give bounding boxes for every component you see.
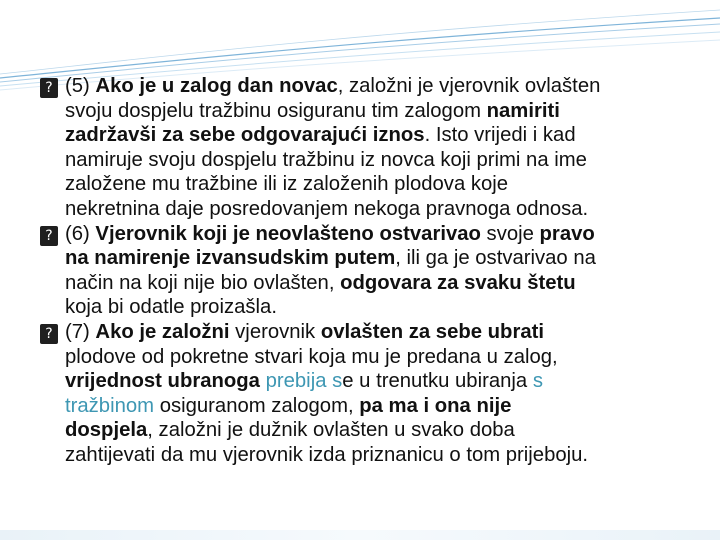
- bold-text: Ako je založni: [95, 320, 230, 343]
- text-line: [65, 443, 710, 468]
- highlight-text: s: [532, 370, 543, 393]
- bold-text: vrijednost ubranoga: [65, 370, 260, 393]
- highlight-text: tražbinom: [65, 394, 155, 417]
- text-run: , založni je dužnik ovlašten u svako doba: [147, 419, 515, 442]
- replacement-glyph: ?: [40, 226, 58, 246]
- text-run: koja bi odatle proizašla.: [65, 296, 277, 319]
- text-run: svoje: [480, 222, 540, 245]
- text-run: osiguranom zalogom,: [154, 394, 360, 417]
- text-run: namiruje svoju dospjelu tražbinu iz novca koji primi na ime: [65, 148, 587, 171]
- replacement-glyph: ?: [40, 324, 58, 344]
- text-line: [65, 394, 710, 419]
- text-run: e u trenutku ubiranja: [342, 370, 533, 393]
- text-run: plodove od pokretne stvari koja mu je predana u zalog,: [65, 345, 558, 368]
- text-run: (7): [65, 320, 96, 343]
- paragraph: [40, 74, 710, 222]
- bold-text: namiriti: [486, 99, 560, 122]
- text-run: (5): [65, 75, 96, 97]
- text-line: [65, 246, 710, 271]
- text-line: [65, 172, 710, 197]
- text-run: (6): [65, 222, 96, 245]
- unknown-glyph-icon: [40, 222, 62, 247]
- bold-text: dospjela: [65, 419, 148, 442]
- text-line: [65, 123, 710, 148]
- text-line: [65, 148, 710, 173]
- paragraph: [40, 222, 710, 320]
- bold-text: na namirenje izvansudskim putem: [65, 247, 396, 270]
- bold-text: Vjerovnik koji je neovlašteno ostvarivao: [95, 222, 481, 245]
- bold-text: pravo: [539, 222, 595, 245]
- text-run: vjerovnik: [229, 320, 321, 343]
- text-run: nekretnina daje posredovanjem nekoga pravnoga odnosa.: [65, 197, 589, 220]
- paragraph: [40, 320, 710, 468]
- text-run: . Isto vrijedi i kad: [424, 124, 576, 147]
- text-run: , založni je vjerovnik ovlašten: [337, 75, 601, 97]
- text-line: [65, 295, 710, 320]
- unknown-glyph-icon: [40, 74, 62, 99]
- text-run: svoju dospjelu tražbinu osiguranu tim zalogom: [65, 99, 487, 122]
- text-line: [65, 99, 710, 124]
- text-line: [65, 197, 710, 222]
- text-line: [65, 271, 710, 296]
- text-line: [65, 74, 710, 99]
- bold-text: pa ma i ona nije: [359, 394, 512, 417]
- text-line: [65, 320, 710, 345]
- unknown-glyph-icon: [40, 320, 62, 345]
- text-run: , ili ga je ostvarivao na: [395, 247, 596, 270]
- text-line: [65, 418, 710, 443]
- replacement-glyph: ?: [40, 78, 58, 98]
- bold-text: odgovara za svaku štetu: [340, 271, 576, 294]
- highlight-text: prebija s: [265, 370, 343, 393]
- text-run: zahtijevati da mu vjerovnik izda priznanicu o tom prijeboju.: [65, 443, 589, 466]
- bold-text: ovlašten za sebe ubrati: [320, 320, 545, 343]
- text-line: [65, 369, 710, 394]
- bold-text: Ako je u zalog dan novac: [95, 75, 338, 97]
- bold-text: zadržavši za sebe odgovarajući iznos: [65, 124, 425, 147]
- footer-band-decoration: [0, 530, 720, 540]
- text-body: [40, 74, 710, 468]
- text-run: način na koji nije bio ovlašten,: [65, 271, 341, 294]
- text-line: [65, 222, 710, 247]
- text-run: založene mu tražbine ili iz založenih plodova koje: [65, 173, 509, 196]
- text-line: [65, 345, 710, 370]
